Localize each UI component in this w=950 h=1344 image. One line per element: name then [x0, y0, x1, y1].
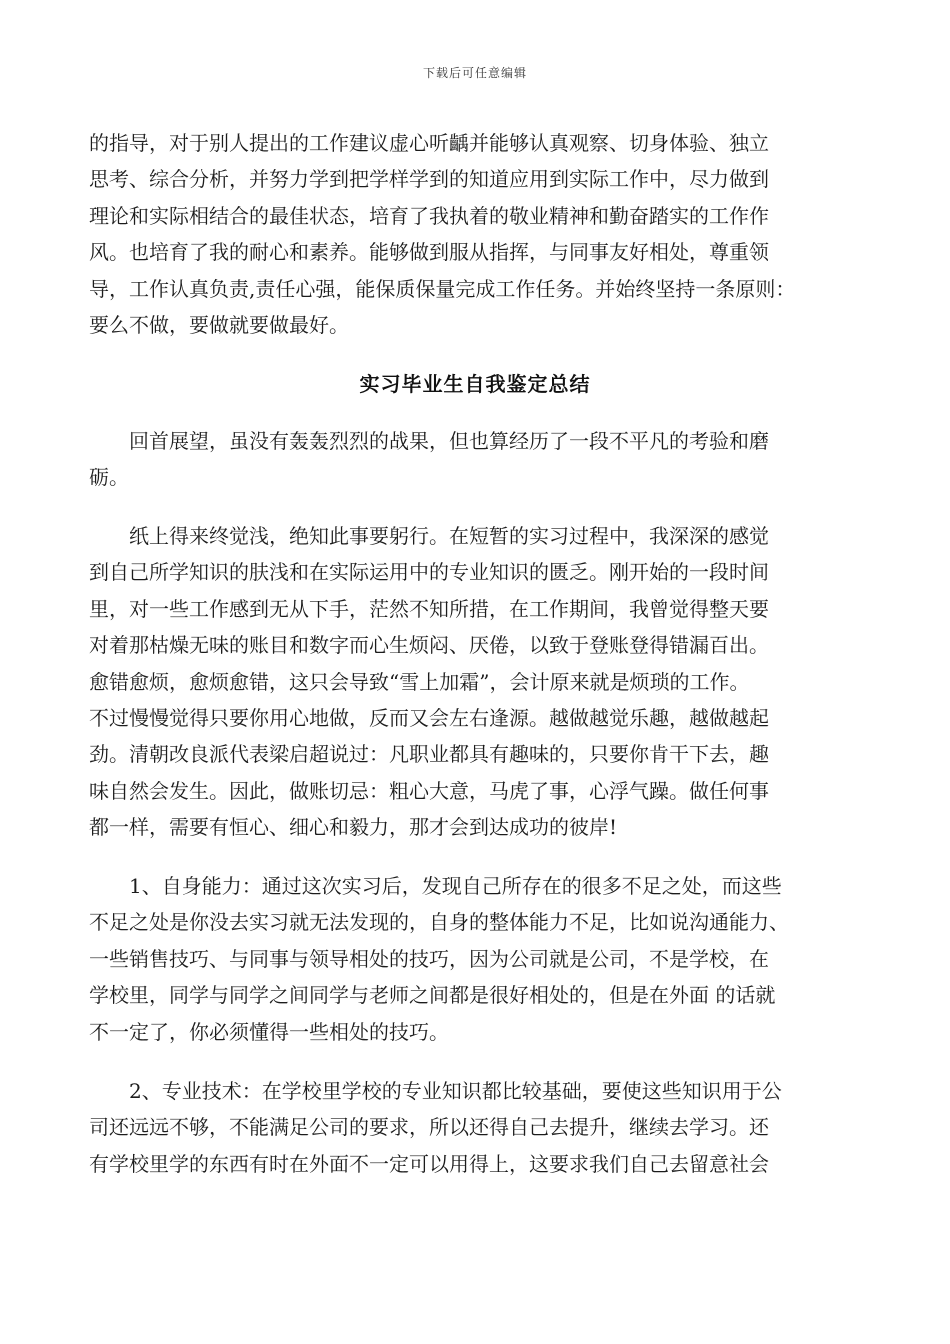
paragraph-ability — [89, 868, 864, 1050]
top-paragraph — [89, 125, 864, 343]
paragraph-line: 一些销售技巧、与同事与领导相处的技巧，因为公司就是公司，不是学校，在 — [89, 946, 769, 971]
paragraph-line: 2、专业技术：在学校里学校的专业知识都比较基础，要使这些知识用于公 — [89, 1079, 782, 1103]
paragraph-skills — [89, 1073, 864, 1182]
paragraph-line: 纸上得来终觉浅，绝知此事要躬行。在短暂的实习过程中，我深深的感觉 — [89, 524, 769, 548]
paragraph-line: 不一定了，你必须懂得一些相处的技巧。 — [89, 1019, 449, 1044]
paragraph-line: 1、自身能力：通过这次实习后，发现自己所存在的很多不足之处，而这些 — [89, 874, 782, 898]
paragraph-line: 不过慢慢觉得只要你用心地做，反而又会左右逢源。越做越觉乐趣，越做越起 — [89, 705, 769, 730]
paragraph-line: 的指导，对于别人提出的工作建议虚心听齲并能够认真观察、切身体验、独立 — [89, 131, 769, 155]
paragraph-practice — [89, 518, 864, 846]
paragraph-line: 理论和实际相结合的最佳状态，培育了我执着的敬业精神和勤奋踏实的工作作 — [89, 203, 769, 228]
paragraph-line: 思考、综合分析，并努力学到把学样学到的知道应用到实际工作中，尽力做到 — [89, 167, 769, 192]
paragraph-line: 有学校里学的东西有时在外面不一定可以用得上，这要求我们自己去留意社会 — [89, 1151, 769, 1176]
paragraph-line: 司还远远不够，不能满足公司的要求，所以还得自己去提升，继续去学习。还 — [89, 1115, 769, 1140]
paragraph-line: 要么不做，要做就要做最好。 — [89, 312, 349, 337]
paragraph-line: 不足之处是你没去实习就无法发现的，自身的整体能力不足，比如说沟通能力、 — [89, 910, 789, 935]
paragraph-line: 愈错愈烦，愈烦愈错，这只会导致“雪上加霜”，会计原来就是烦琐的工作。 — [89, 669, 750, 694]
paragraph-line: 都一样，需要有恒心、细心和毅力，那才会到达成功的彼岸! — [89, 815, 618, 840]
page-header: 下载后可任意编辑 — [422, 66, 527, 80]
paragraph-line: 到自己所学知识的肤浅和在实际运用中的专业知识的匮乏。刚开始的一段时间 — [89, 560, 769, 585]
paragraph-line: 对着那枯燥无味的账目和数字而心生烦闷、厌倦，以致于登账登得错漏百出。 — [89, 633, 769, 658]
paragraph-line: 砺。 — [89, 465, 129, 490]
paragraph-intro — [89, 423, 864, 496]
paragraph-line: 回首展望，虽没有轰轰烈烈的战果，但也算经历了一段不平凡的考验和磨 — [89, 429, 769, 453]
paragraph-line: 学校里，同学与同学之间同学与老师之间都是很好相处的，但是在外面 的话就 — [89, 983, 776, 1008]
paragraph-line: 味自然会发生。因此，做账切忌：粗心大意，马虎了事，心浮气躁。做任何事 — [89, 778, 769, 803]
section-title: 实习毕业生自我鉴定总结 — [359, 372, 591, 396]
paragraph-line: 风。也培育了我的耐心和素养。能够做到服从指挥，与同事友好相处，尊重领 — [89, 240, 769, 265]
paragraph-line: 导，工作认真负责,责任心强，能保质保量完成工作任务。并始终坚持一条原则： — [89, 276, 796, 301]
paragraph-line: 劲。清朝改良派代表梁启超说过：凡职业都具有趣味的，只要你肯干下去，趣 — [89, 742, 769, 767]
paragraph-line: 里，对一些工作感到无从下手，茫然不知所措，在工作期间，我曾觉得整天要 — [89, 596, 769, 621]
